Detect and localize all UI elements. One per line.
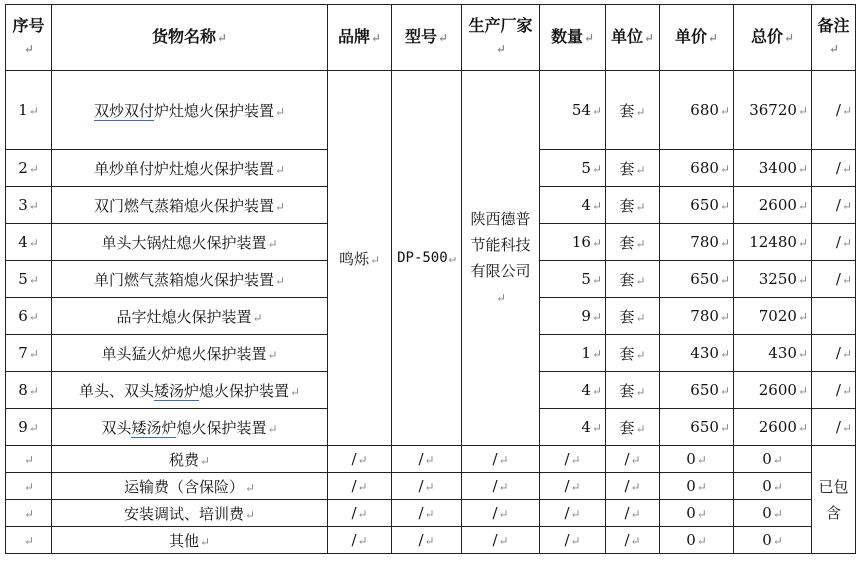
cell-total: 2600↵ (734, 187, 812, 224)
cell-seq: ↵ (6, 500, 52, 527)
header-unit-price: 单价↵ (660, 5, 734, 71)
cell-remark: /↵ (812, 261, 856, 298)
cell-name: 单头大锅灶熄火保护装置↵ (52, 224, 328, 261)
cell-manufacturer-merged: 陕西德普节能科技有限公司↵ (462, 71, 540, 446)
cell-brand: /↵ (328, 500, 392, 527)
header-brand: 品牌↵ (328, 5, 392, 71)
header-seq: 序号↵ (6, 5, 52, 71)
cell-unit: 套↵ (606, 298, 660, 335)
cell-model: /↵ (392, 500, 462, 527)
cell-name: 税费↵ (52, 446, 328, 473)
cell-unit: 套↵ (606, 409, 660, 446)
cell-name: 双门燃气蒸箱熄火保护装置↵ (52, 187, 328, 224)
goods-price-table (5, 4, 856, 554)
cell-brand: /↵ (328, 527, 392, 554)
cell-unit-price: 0↵ (660, 500, 734, 527)
cell-name: 品字灶熄火保护装置↵ (52, 298, 328, 335)
cell-remark: /↵ (812, 150, 856, 187)
cell-unit-price: 650↵ (660, 261, 734, 298)
cell-unit-price: 780↵ (660, 224, 734, 261)
cell-total: 7020↵ (734, 298, 812, 335)
cell-name: 运输费（含保险）↵ (52, 473, 328, 500)
header-remark: 备注↵ (812, 5, 856, 71)
cell-unit: 套↵ (606, 372, 660, 409)
cell-total: 0↵ (734, 500, 812, 527)
cell-name: 单头、双头矮汤炉熄火保护装置↵ (52, 372, 328, 409)
header-total: 总价↵ (734, 5, 812, 71)
cell-qty: 16↵ (540, 224, 606, 261)
cell-remark: /↵ (812, 187, 856, 224)
cell-unit: /↵ (606, 473, 660, 500)
cell-unit: /↵ (606, 527, 660, 554)
cell-qty: 5↵ (540, 150, 606, 187)
cell-brand: /↵ (328, 446, 392, 473)
cell-unit: /↵ (606, 500, 660, 527)
cell-seq: 9↵ (6, 409, 52, 446)
cell-seq: 8↵ (6, 372, 52, 409)
cell-seq: 4↵ (6, 224, 52, 261)
header-unit: 单位↵ (606, 5, 660, 71)
cell-qty: 4↵ (540, 187, 606, 224)
table-row (6, 71, 856, 150)
header-manufacturer: 生产厂家↵ (462, 5, 540, 71)
cell-unit: 套↵ (606, 261, 660, 298)
header-qty: 数量↵ (540, 5, 606, 71)
cell-model: /↵ (392, 527, 462, 554)
table-row-extra (6, 473, 856, 500)
cell-remark: /↵ (812, 71, 856, 150)
cell-unit-price: 680↵ (660, 150, 734, 187)
cell-qty: /↵ (540, 446, 606, 473)
cell-qty: 9↵ (540, 298, 606, 335)
table-row-extra (6, 500, 856, 527)
cell-remark: /↵ (812, 335, 856, 372)
cell-unit: 套↵ (606, 71, 660, 150)
cell-total: 2600↵ (734, 409, 812, 446)
cell-total: 2600↵ (734, 372, 812, 409)
cell-seq: ↵ (6, 527, 52, 554)
cell-total: 430↵ (734, 335, 812, 372)
cell-manufacturer: /↵ (462, 446, 540, 473)
cell-unit-price: 0↵ (660, 527, 734, 554)
cell-manufacturer: /↵ (462, 527, 540, 554)
cell-seq: 7↵ (6, 335, 52, 372)
cell-seq: 5↵ (6, 261, 52, 298)
cell-unit-price: 780↵ (660, 298, 734, 335)
cell-qty: 1↵ (540, 335, 606, 372)
cell-qty: /↵ (540, 500, 606, 527)
header-row (6, 5, 856, 71)
cell-seq: 2↵ (6, 150, 52, 187)
cell-unit-price: 650↵ (660, 372, 734, 409)
cell-total: 0↵ (734, 527, 812, 554)
cell-unit: /↵ (606, 446, 660, 473)
cell-manufacturer: /↵ (462, 500, 540, 527)
cell-remark: /↵ (812, 372, 856, 409)
cell-seq: ↵ (6, 446, 52, 473)
cell-remark-included: 已包含 (812, 446, 856, 554)
cell-name: 双头矮汤炉熄火保护装置↵ (52, 409, 328, 446)
table-row-extra (6, 446, 856, 473)
cell-unit-price: 0↵ (660, 473, 734, 500)
cell-unit-price: 650↵ (660, 409, 734, 446)
cell-remark: /↵ (812, 224, 856, 261)
cell-total: 36720↵ (734, 71, 812, 150)
cell-name: 双炒双付炉灶熄火保护装置↵ (52, 71, 328, 150)
header-name: 货物名称↵ (52, 5, 328, 71)
cell-brand-merged: 鸣烁↵ (328, 71, 392, 446)
cell-model-merged: DP-500↵ (392, 71, 462, 446)
cell-name: 单炒单付炉灶熄火保护装置↵ (52, 150, 328, 187)
cell-qty: 4↵ (540, 409, 606, 446)
cell-total: 0↵ (734, 473, 812, 500)
cell-unit-price: 0↵ (660, 446, 734, 473)
cell-qty: /↵ (540, 473, 606, 500)
cell-qty: /↵ (540, 527, 606, 554)
header-model: 型号↵ (392, 5, 462, 71)
cell-total: 12480↵ (734, 224, 812, 261)
cell-unit: 套↵ (606, 224, 660, 261)
cell-unit-price: 680↵ (660, 71, 734, 150)
cell-manufacturer: /↵ (462, 473, 540, 500)
cell-brand: /↵ (328, 473, 392, 500)
cell-seq: 6↵ (6, 298, 52, 335)
cell-unit-price: 650↵ (660, 187, 734, 224)
cell-qty: 5↵ (540, 261, 606, 298)
cell-name: 单头猛火炉熄火保护装置↵ (52, 335, 328, 372)
cell-unit: 套↵ (606, 335, 660, 372)
cell-total: 3250↵ (734, 261, 812, 298)
cell-remark: /↵ (812, 409, 856, 446)
cell-seq: ↵ (6, 473, 52, 500)
cell-remark (812, 298, 856, 335)
cell-unit: 套↵ (606, 150, 660, 187)
cell-qty: 54↵ (540, 71, 606, 150)
cell-total: 3400↵ (734, 150, 812, 187)
cell-name: 安装调试、培训费↵ (52, 500, 328, 527)
cell-qty: 4↵ (540, 372, 606, 409)
cell-name: 单门燃气蒸箱熄火保护装置↵ (52, 261, 328, 298)
cell-seq: 1↵ (6, 71, 52, 150)
cell-unit: 套↵ (606, 187, 660, 224)
cell-total: 0↵ (734, 446, 812, 473)
cell-model: /↵ (392, 446, 462, 473)
cell-model: /↵ (392, 473, 462, 500)
cell-name: 其他↵ (52, 527, 328, 554)
cell-seq: 3↵ (6, 187, 52, 224)
table-row-extra (6, 527, 856, 554)
cell-unit-price: 430↵ (660, 335, 734, 372)
